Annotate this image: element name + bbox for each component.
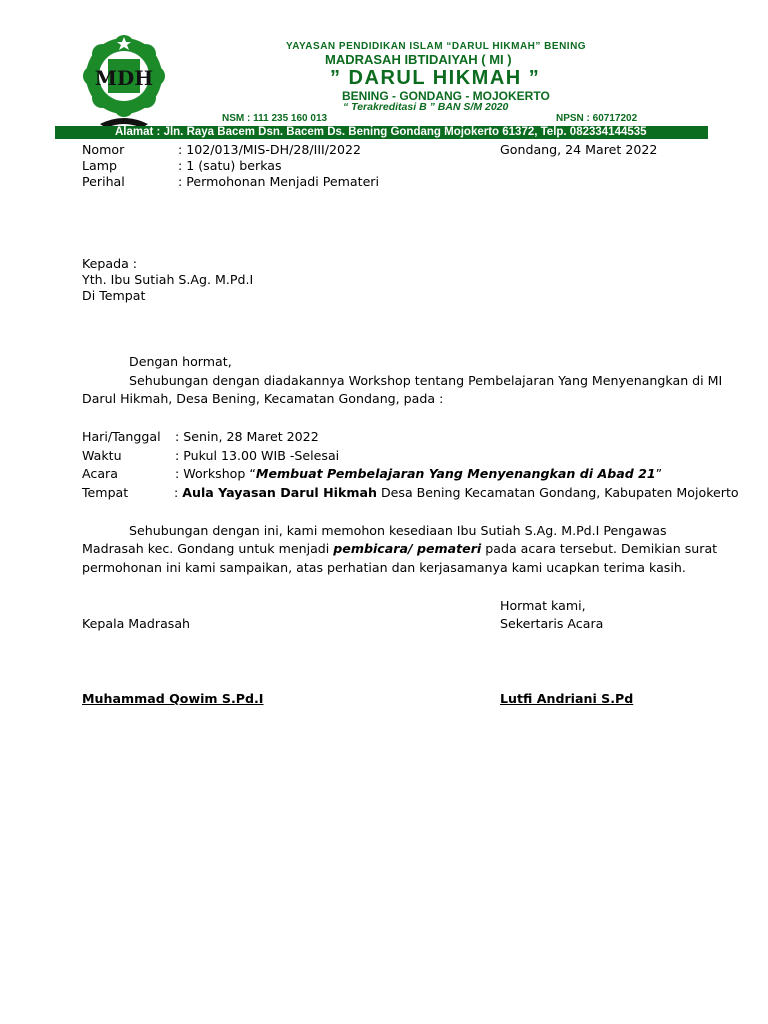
logo-emblem-icon — [83, 35, 165, 128]
request-line-2 — [82, 540, 717, 558]
request-line-2-post: pada acara tersebut. Demikian surat — [481, 541, 718, 556]
request-line-2-pre: Madrasah kec. Gondang untuk menjadi — [82, 541, 334, 556]
request-line-2-em: pembicara/ pemateri — [333, 541, 482, 556]
recipient-place: Di Tempat — [82, 288, 146, 303]
left-signer-title: Kepala Madrasah — [82, 616, 191, 631]
nomor-label: Nomor — [82, 142, 125, 157]
letter-date: Gondang, 24 Maret 2022 — [500, 142, 658, 157]
nomor-value: : 102/013/MIS-DH/28/III/2022 — [178, 142, 362, 157]
svg-text:MDH: MDH — [94, 66, 154, 90]
perihal-value: : Permohonan Menjadi Pemateri — [178, 174, 379, 189]
school-type: MADRASAH IBTIDAIYAH ( MI ) — [325, 52, 512, 67]
school-address: Alamat : Jln. Raya Bacem Dsn. Bacem Ds. Bening Gondang Mojokerto 61372, Telp. 082334144535 — [115, 126, 647, 138]
place-label: Tempat — [82, 485, 129, 500]
closing: Hormat kami, — [500, 598, 586, 613]
lamp-value: : 1 (satu) berkas — [178, 158, 282, 173]
accreditation: “ Terakreditasi B ” BAN S/M 2020 — [343, 101, 509, 113]
request-line-3: permohonan ini kami sampaikan, atas perhatian dan kerjasamanya kami ucapkan terima kasih. — [82, 560, 686, 575]
greeting: Dengan hormat, — [129, 354, 232, 369]
lamp-label: Lamp — [82, 158, 117, 173]
request-line-1: Sehubungan dengan ini, kami memohon kesediaan Ibu Sutiah S.Ag. M.Pd.I Pengawas — [129, 523, 667, 538]
recipient-name: Yth. Ibu Sutiah S.Ag. M.Pd.I — [82, 272, 254, 287]
recipient-kepada: Kepada : — [82, 256, 138, 271]
nsm-number: NSM : 111 235 160 013 — [222, 113, 328, 124]
day-value: : Senin, 28 Maret 2022 — [175, 429, 319, 444]
place-value — [174, 484, 739, 502]
event-title: Membuat Pembelajaran Yang Menyenangkan di Abad 21 — [255, 466, 656, 481]
school-location: BENING - GONDANG - MOJOKERTO — [342, 89, 550, 103]
day-label: Hari/Tanggal — [82, 429, 161, 444]
right-signer-title: Sekertaris Acara — [500, 616, 604, 631]
left-signer-name: Muhammad Qowim S.Pd.I — [82, 691, 264, 706]
perihal-label: Perihal — [82, 174, 125, 189]
intro-line-1: Sehubungan dengan diadakannya Workshop tentang Pembelajaran Yang Menyenangkan di MI — [129, 373, 723, 388]
event-prefix: : Workshop “ — [175, 466, 256, 481]
event-suffix: ” — [655, 466, 663, 481]
place-prefix: : — [174, 485, 183, 500]
school-logo — [70, 32, 178, 132]
place-bold: Aula Yayasan Darul Hikmah — [182, 485, 377, 500]
event-value — [175, 465, 662, 483]
event-label: Acara — [82, 466, 118, 481]
foundation-name: YAYASAN PENDIDIKAN ISLAM “DARUL HIKMAH” BENING — [286, 41, 587, 52]
time-value: : Pukul 13.00 WIB -Selesai — [175, 448, 340, 463]
time-label: Waktu — [82, 448, 122, 463]
npsn-number: NPSN : 60717202 — [556, 113, 638, 124]
intro-line-2: Darul Hikmah, Desa Bening, Kecamatan Gondang, pada : — [82, 391, 444, 406]
school-name: ” DARUL HIKMAH ” — [330, 67, 541, 89]
place-rest: Desa Bening Kecamatan Gondang, Kabupaten Mojokerto — [376, 485, 739, 500]
right-signer-name: Lutfi Andriani S.Pd — [500, 691, 634, 706]
